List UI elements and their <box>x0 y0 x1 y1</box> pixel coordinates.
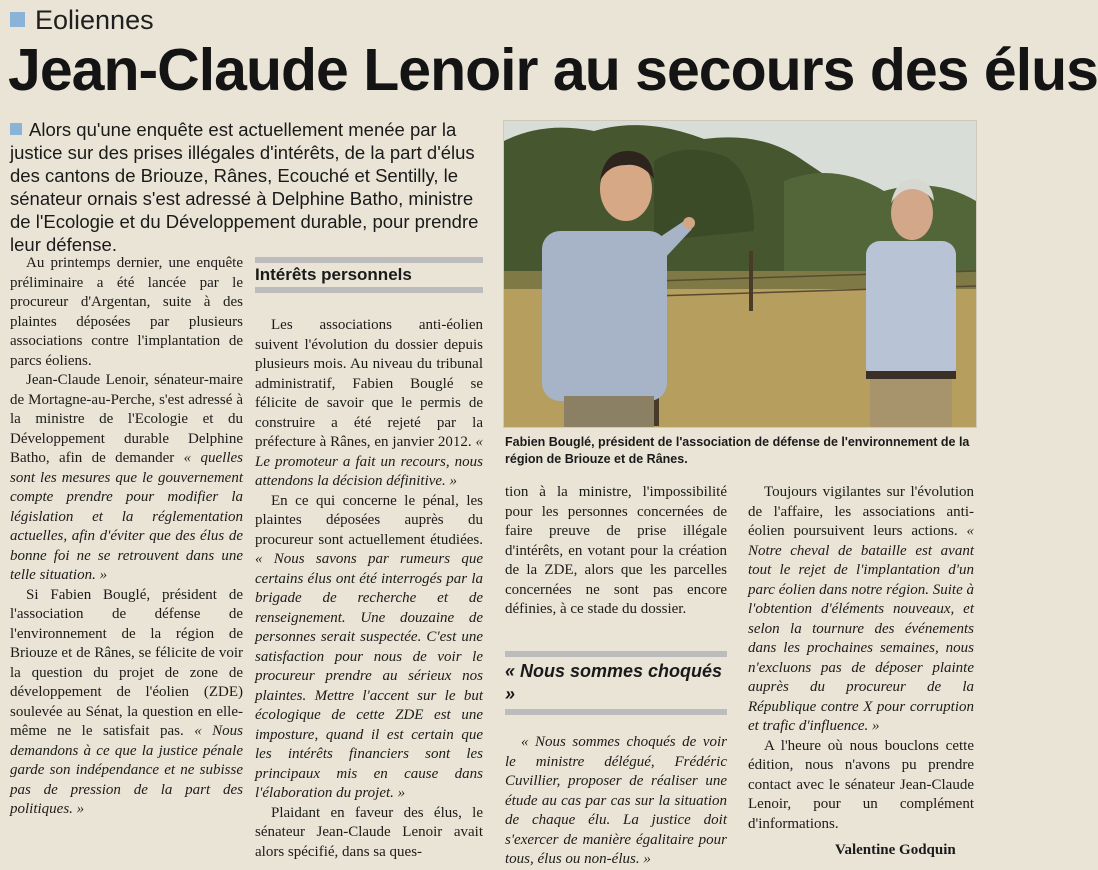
article-photo <box>503 120 977 428</box>
blue-square-icon <box>10 12 25 27</box>
kicker-text: Eoliennes <box>35 5 154 35</box>
quote-text: « Nous savons par rumeurs que certains élus ont été interrogés par la brigade de recherche et de renseignement. Une douzaine de personnes serait suspectée. C'est une satisfaction pour nous de voir le procureur prendre au sérieux nos plaintes. Mettre l'accent sur le but écologique de cette ZDE est une imposture, quand il est certain que les intérêts financiers sont les principaux mis en cause dans l'élaboration du projet. » <box>255 551 483 801</box>
quote-text: « quelles sont les mesures que le gouvernement compte prendre pour modifier la législation et la réglementation actuelles, afin d'éviter que des élus de bonne foi ne se retrouvent dans une telle situation. » <box>10 450 243 583</box>
quote-text: « Nous demandons à ce que la justice pénale garde son indépendance et ne subisse pas de pression de la part des politiques. » <box>10 723 243 817</box>
column-3-quote <box>505 733 727 870</box>
pull-quote: « Nous sommes choqués » <box>505 651 727 715</box>
quote-text: « Nous sommes choqués de voir le ministre délégué, Frédéric Cuvillier, proposer de réaliser une étude au cas par cas sur la situation de chaque élu. La justice doit s'exercer de manière égalitaire pour tous, élus ou non-élus. » <box>505 734 727 867</box>
column-3 <box>505 483 727 620</box>
paragraph <box>10 586 243 820</box>
paragraph: tion à la ministre, l'impossibilité pour les personnes concernées de faire preuve de prise illégale d'intérêts, en votant pour la création de la ZDE, alors que les parcelles concernées ne sont pas encore définies, à ce stade du dossier. <box>505 484 727 617</box>
paragraph-text: Toujours vigilantes sur l'évolution de l'affaire, les associations anti-éolien poursuivent leurs actions. <box>748 484 974 539</box>
column-4 <box>748 483 974 834</box>
column-1 <box>10 254 243 820</box>
author-byline: Valentine Godquin <box>835 842 956 858</box>
quote-text: « Le promoteur a fait un recours, nous attendons la décision définitive. » <box>255 434 484 489</box>
paragraph: Au printemps dernier, une enquête préliminaire a été lancée par le procureur d'Argentan, suite à des plaintes déposées par plusieurs associations contre l'implantation de parcs éoliens. <box>10 255 243 369</box>
photo-illustration <box>504 121 976 427</box>
quote-text: « Notre cheval de bataille est avant tout le rejet de l'implantation d'un parc éolien dans notre région. Suite à l'obtention d'éléments nouveaux, et selon la tournure des événements dans les prochaines semaines, nous n'excluons pas de déposer plainte auprès du procureur de la République contre X pour corruption et trafic d'influence. » <box>748 523 974 734</box>
paragraph: A l'heure où nous bouclons cette édition, nous n'avons pu prendre contact avec le sénateur Jean-Claude Lenoir, pour un complément d'informations. <box>748 737 974 832</box>
paragraph-text: Les associations anti-éolien suivent l'évolution du dossier depuis plusieurs mois. Au niveau du tribunal administratif, Fabien Bouglé se félicite de savoir que le permis de construire a été rejeté par la préfecture à Rânes, en janvier 2012. <box>255 317 483 450</box>
photo-caption: Fabien Bouglé, président de l'association de défense de l'environnement de la région de Briouze et de Rânes. <box>505 435 970 466</box>
paragraph-text: En ce qui concerne le pénal, les plaintes déposées auprès du procureur sont actuellement étudiées. <box>255 492 483 548</box>
paragraph <box>255 492 483 804</box>
paragraph-text: Si Fabien Bouglé, président de l'association de défense de l'environnement de la région de Briouze et de Rânes, se félicite de voir la question du projet de zone de développement de l'éolien (ZDE) soulevée au Sénat, la question en elle-même ne le satisfait pas. <box>10 586 243 739</box>
lead-text: Alors qu'une enquête est actuellement menée par la justice sur des prises illégales d'intérêts, de la part d'élus des cantons de Briouze, Rânes, Ecouché et Sentilly, le sénateur ornais s'est adressé à Delphine Batho, ministre de l'Ecologie et du Développement durable, pour prendre leur défense. <box>10 119 479 255</box>
article-lead <box>10 118 488 256</box>
article-headline: Jean-Claude Lenoir au secours des élus <box>8 37 1098 103</box>
column-2 <box>255 316 483 862</box>
paragraph <box>505 733 727 870</box>
article-kicker <box>10 4 154 36</box>
paragraph <box>748 483 974 737</box>
paragraph-text: Jean-Claude Lenoir, sénateur-maire de Mortagne-au-Perche, s'est adressé à la ministre de l'Ecologie et du Développement durable Delphine Batho, afin de demander <box>10 372 243 466</box>
blue-square-icon <box>10 123 22 135</box>
paragraph <box>10 371 243 586</box>
paragraph: Plaidant en faveur des élus, le sénateur Jean-Claude Lenoir avait alors spécifié, dans sa ques- <box>255 804 483 860</box>
subheading-interets-personnels: Intérêts personnels <box>255 257 483 293</box>
paragraph <box>255 316 483 492</box>
